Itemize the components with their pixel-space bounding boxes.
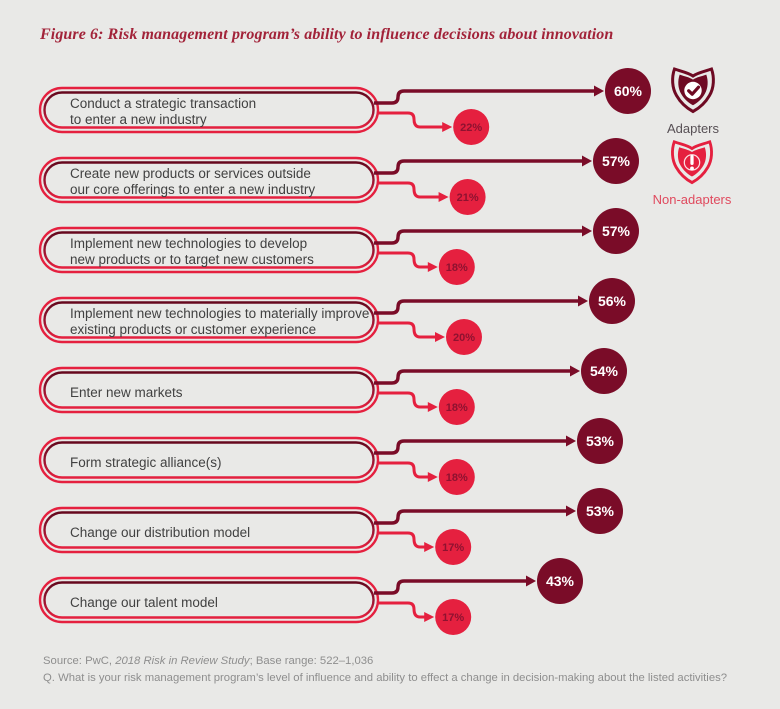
adapters-value-label: 57% <box>601 223 631 239</box>
adapters-connector-line <box>374 511 567 523</box>
category-label: Change our distribution model <box>70 525 251 540</box>
chart-row <box>40 138 639 215</box>
adapters-arrowhead-icon <box>578 296 588 307</box>
adapters-arrowhead-icon <box>582 156 592 167</box>
adapters-value-label: 53% <box>585 503 615 519</box>
chart-row <box>40 278 635 355</box>
legend-non-adapters-label: Non-adapters <box>652 192 732 207</box>
legend-adapters-label: Adapters <box>666 121 720 136</box>
category-label: Conduct a strategic transaction to enter a new industry <box>70 96 257 127</box>
non-adapters-arrowhead-icon <box>424 612 434 622</box>
adapters-arrowhead-icon <box>526 576 536 587</box>
chart-row <box>40 418 623 495</box>
non-adapters-value-label: 21% <box>456 192 479 204</box>
adapters-value-label: 53% <box>585 433 615 449</box>
non-adapters-arrowhead-icon <box>435 332 445 342</box>
non-adapters-connector-line <box>378 323 436 337</box>
non-adapters-value-label: 17% <box>442 542 465 554</box>
adapters-connector-line <box>374 441 567 453</box>
adapters-value-label: 54% <box>589 363 619 379</box>
non-adapters-connector-line <box>378 533 425 547</box>
adapters-value-label: 56% <box>597 293 627 309</box>
adapters-connector-line <box>374 91 595 103</box>
chart-row <box>40 558 583 635</box>
category-label: Change our talent model <box>70 595 218 610</box>
adapters-shield-icon <box>669 63 717 115</box>
category-label: Implement new technologies to develop new products or to target new customers <box>70 236 314 267</box>
non-adapters-value-label: 18% <box>445 262 468 274</box>
category-label: Form strategic alliance(s) <box>70 455 222 470</box>
adapters-connector-line <box>374 301 579 313</box>
adapters-connector-line <box>374 161 583 173</box>
non-adapters-connector-line <box>378 603 425 617</box>
source-line: Source: PwC, 2018 Risk in Review Study; Base range: 522–1,036 <box>43 655 374 667</box>
non-adapters-value-label: 22% <box>460 122 483 134</box>
exclamation-icon <box>690 157 694 171</box>
non-adapters-value-label: 18% <box>445 402 468 414</box>
adapters-arrowhead-icon <box>594 86 604 97</box>
adapters-value-label: 57% <box>601 153 631 169</box>
non-adapters-connector-line <box>378 393 429 407</box>
footer-notes <box>43 653 763 687</box>
non-adapters-arrowhead-icon <box>424 542 434 552</box>
non-adapters-connector-line <box>378 463 429 477</box>
non-adapters-connector-line <box>378 183 440 197</box>
chart-row <box>40 488 623 565</box>
figure-title: Figure 6: Risk management program’s ability to influence decisions about innovation <box>40 26 614 43</box>
non-adapters-value-label: 20% <box>452 332 476 344</box>
non-adapters-arrowhead-icon <box>442 122 452 132</box>
non-adapters-arrowhead-icon <box>428 402 438 412</box>
non-adapters-connector-line <box>378 113 443 127</box>
adapters-value-label: 60% <box>613 83 643 99</box>
adapters-connector-line <box>374 231 583 243</box>
legend-non-adapters <box>640 136 744 207</box>
non-adapters-arrowhead-icon <box>428 262 438 272</box>
adapters-arrowhead-icon <box>566 506 576 517</box>
adapters-connector-line <box>374 371 571 383</box>
adapters-arrowhead-icon <box>582 226 592 237</box>
non-adapters-shield-icon <box>669 136 715 186</box>
legend-adapters <box>641 63 745 136</box>
chart-row <box>40 208 639 285</box>
non-adapters-arrowhead-icon <box>439 192 449 202</box>
non-adapters-arrowhead-icon <box>428 472 438 482</box>
adapters-arrowhead-icon <box>566 436 576 447</box>
adapters-value-label: 43% <box>545 573 575 589</box>
non-adapters-value-label: 18% <box>445 472 468 484</box>
adapters-arrowhead-icon <box>570 366 580 377</box>
question-line: Q. What is your risk management program’s level of influence and ability to effect a change in decision-making about the listed activities? <box>43 672 728 684</box>
non-adapters-connector-line <box>378 253 429 267</box>
chart-row <box>40 68 651 145</box>
chart-row <box>40 348 627 425</box>
category-label: Enter new markets <box>70 385 183 400</box>
category-label: Create new products or services outside our core offerings to enter a new industry <box>70 166 316 197</box>
adapters-connector-line <box>374 581 527 593</box>
non-adapters-value-label: 17% <box>442 612 465 624</box>
category-label: Implement new technologies to materially improve existing products or customer experience <box>70 306 370 337</box>
